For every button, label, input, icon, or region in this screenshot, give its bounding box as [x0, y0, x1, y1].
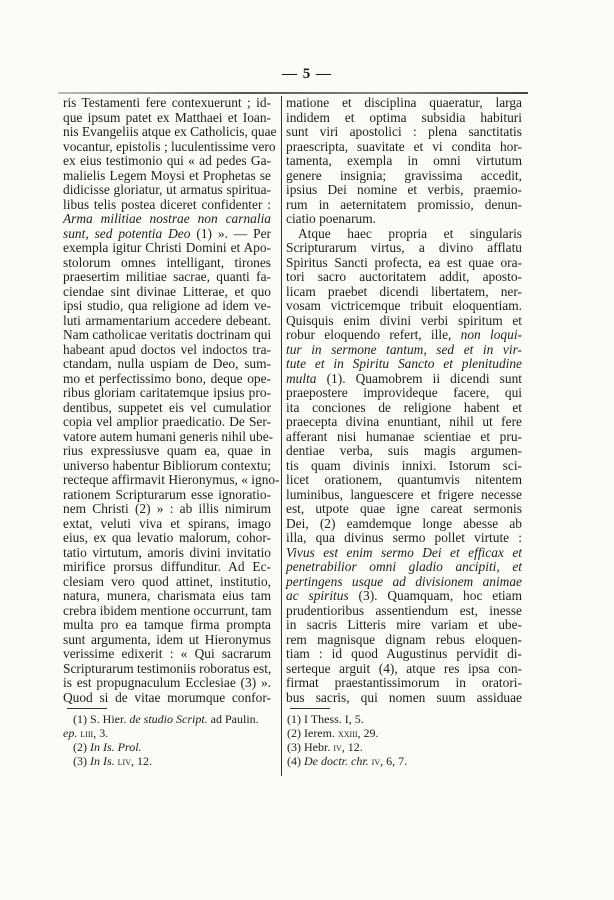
text-segment: est, utpote quae igne careat sermonis: [286, 501, 522, 516]
text-segment: extat, veluti viva et spirans, imago: [63, 515, 271, 531]
text-line: [286, 560, 522, 575]
right-footnotes: [287, 712, 517, 768]
text-line: [63, 270, 271, 285]
text-line: [63, 662, 271, 677]
text-segment: prudentioribus assentiendum est, inesse: [286, 602, 522, 618]
italic-text: pertingens usque ad divisionem animae: [286, 573, 522, 589]
text-line: [286, 169, 522, 184]
text-line: [286, 125, 522, 140]
text-segment: (4): [287, 754, 304, 768]
text-segment: ad Paulin.: [207, 712, 259, 726]
text-line: [63, 299, 271, 314]
text-line: [63, 111, 271, 126]
text-segment: praesertim militiae sacrae, quanti fa-: [63, 269, 271, 284]
text-segment: Nam catholicae veritatis doctrinam qui: [63, 327, 272, 342]
footnote-line: [287, 726, 517, 740]
text-line: [286, 357, 522, 372]
text-segment: dentibus, suppetet eis vel cumulatior: [63, 399, 271, 415]
text-line: [286, 386, 522, 401]
text-line: [286, 328, 522, 343]
text-line: [63, 169, 271, 184]
footnote-line: [63, 740, 273, 754]
text-line: [286, 198, 522, 213]
text-line: [286, 531, 522, 546]
text-segment: nem Christi (2) » : ab illis nimirum: [63, 501, 271, 516]
text-line: [286, 618, 522, 633]
italic-text: In Is.: [90, 754, 115, 768]
text-line: [286, 589, 522, 604]
text-segment: in sacris Litteris mire variam et ube-: [286, 617, 522, 632]
text-line: [63, 154, 271, 169]
text-segment: praecepta divina enuntiant, nihil ut fere: [286, 414, 522, 429]
text-line: [286, 256, 522, 271]
text-line: [286, 299, 522, 314]
text-segment: vocantur, epistolis ; luculentissime vero: [63, 138, 276, 154]
text-line: [286, 430, 522, 445]
page-number: — 5 —: [282, 66, 332, 82]
text-segment: , 6, 7.: [380, 754, 408, 768]
text-line: [63, 691, 271, 706]
text-line: [286, 154, 522, 169]
text-segment: licet orationem, quantumvis nitentem: [286, 472, 522, 487]
text-line: [286, 691, 522, 706]
text-line: [63, 560, 271, 575]
text-segment: , 12.: [131, 754, 152, 768]
text-line: [63, 138, 276, 155]
text-line: [286, 314, 522, 329]
text-line: [63, 647, 271, 662]
text-line: [286, 517, 522, 532]
text-segment: que ipsum patet ex Matthaei et Ioan-: [63, 109, 271, 125]
text-segment: sunt argumenta, idem ut Hieronymus: [63, 631, 271, 647]
text-segment: serteque arguit (4), atque res ipsa con-: [286, 660, 522, 676]
text-segment: ctandam, nulla uspiam de Deo, sum-: [63, 356, 271, 371]
text-line: [63, 604, 271, 619]
text-segment: ipsi studio, qua religione ad idem ve-: [63, 298, 271, 313]
text-line: [286, 488, 522, 503]
footnote-line: [287, 740, 517, 754]
text-segment: mo et perfectissimo bono, deque ope-: [63, 370, 271, 386]
footnote-line: [287, 754, 517, 768]
text-segment: verissime edixerit : « Qui sacrarum: [63, 646, 271, 661]
italic-text: penetrabilior omni gladio ancipiti, et: [286, 559, 522, 574]
text-line: [63, 459, 271, 474]
text-line: [286, 183, 522, 198]
left-column: [63, 95, 280, 705]
italic-text: De doctr. chr.: [304, 754, 369, 768]
italic-text: In Is. Prol.: [90, 740, 142, 754]
text-segment: (3) Hebr.: [287, 740, 334, 754]
italic-text: ep.: [63, 726, 78, 740]
text-segment: recteque affirmavit Hieronymus, « igno-: [63, 472, 280, 487]
text-segment: malielis Legem Moysi et Prophetas se: [63, 167, 271, 183]
text-line: [63, 227, 271, 242]
text-segment: tis quam divinis innixi. Istorum sci-: [286, 457, 522, 473]
text-segment: ex eius testimonio qui « ad pedes Ga-: [63, 153, 271, 168]
footnote-rule-right: [290, 708, 330, 709]
text-segment: rum in aeternitatem promissio, denun-: [286, 196, 522, 212]
text-segment: Atque haec propria et singularis: [298, 225, 522, 241]
text-segment: matione et disciplina quaeratur, larga: [286, 95, 522, 110]
text-line: [63, 372, 271, 387]
header-rule: [58, 92, 528, 94]
text-line: [286, 633, 522, 648]
text-segment: ipsius Dei nomine et verbis, praemio-: [286, 182, 522, 197]
italic-text: sunt, sed potentia Deo: [63, 225, 191, 241]
text-line: [286, 473, 522, 488]
text-line: [286, 647, 522, 662]
italic-text: de studio Script.: [129, 712, 208, 726]
text-line: [286, 212, 522, 227]
text-segment: praescripta, suavitate et vi condita hor-: [286, 138, 522, 154]
text-segment: afferant nisi humanae scientiae et pru-: [286, 428, 522, 444]
text-segment: Quod si de vitae morumque confor-: [63, 689, 271, 705]
text-segment: crebra ibidem mentione occurrunt, tam: [63, 602, 272, 618]
text-line: [63, 546, 271, 561]
text-line: [286, 676, 522, 691]
text-segment: (3). Quamquam, hoc etiam: [348, 588, 522, 603]
text-line: [286, 575, 522, 590]
text-segment: praepostere improvideque facere, qui: [286, 385, 522, 400]
text-line: [63, 618, 271, 633]
text-line: [286, 111, 522, 126]
text-line: [286, 241, 522, 256]
text-segment: is est propugnaculum Ecclesiae (3) ».: [63, 675, 271, 690]
text-line: [63, 575, 271, 590]
text-segment: stolorum omnes intelligant, tirones: [63, 254, 271, 270]
text-line: [286, 604, 522, 619]
text-segment: exempla igitur Christi Domini et Apo-: [63, 240, 271, 255]
text-segment: (2): [73, 740, 90, 754]
text-line: [63, 328, 271, 343]
text-segment: Scripturarum testimoniis roboratus est,: [63, 660, 272, 676]
text-segment: nis Evangeliis atque ex Catholicis, quae: [63, 124, 277, 139]
text-segment: ita conciones de religione habent et: [286, 399, 522, 415]
text-segment: libus telis postea diceret confidenter :: [63, 196, 271, 212]
text-segment: didicisse gloriatur, ut armatus spiritua-: [63, 182, 271, 197]
text-segment: clesiam vero quod attinet, institutio,: [63, 573, 271, 589]
text-segment: , 29.: [357, 726, 379, 740]
footnote-line: [63, 726, 273, 740]
text-line: [63, 531, 271, 546]
italic-text: tute et in Spiritu Sancto et plenitudine: [286, 356, 522, 371]
text-line: [286, 372, 522, 387]
text-line: [63, 96, 271, 111]
text-segment: habeant apud doctos vel indoctos tra-: [63, 341, 271, 357]
text-segment: indidem et optima subsidia habituri: [286, 109, 522, 125]
text-segment: vosam victricemque tribuit eloquentiam.: [286, 298, 522, 313]
text-segment: Dei, (2) eamdemque longe abesse ab: [286, 515, 522, 531]
text-segment: (1). Quamobrem ii dicendi sunt: [316, 370, 522, 386]
text-segment: rem magnisque dignam rebus eloquen-: [286, 631, 522, 647]
text-segment: sunt viri apostolici : plena sanctitatis: [286, 124, 522, 139]
text-line: [63, 401, 271, 416]
text-line: [63, 502, 271, 517]
column-divider: [281, 96, 282, 776]
text-line: [286, 96, 522, 111]
text-line: [63, 357, 271, 372]
left-footnotes: [63, 712, 273, 768]
text-segment: rius expressiusve quam ea, quae in: [63, 443, 271, 458]
text-line: [63, 241, 271, 256]
text-segment: Scripturarum virtus, a divino afflatu: [286, 240, 522, 255]
text-line: [63, 124, 277, 140]
text-segment: , 3.: [93, 726, 109, 740]
text-line: [286, 546, 522, 561]
text-segment: mirifice prorsus diffunditur. Ad Ec-: [63, 559, 271, 574]
right-column: [286, 96, 522, 705]
text-line: [286, 401, 522, 416]
footnote-line: [63, 712, 273, 726]
text-line: [63, 633, 271, 648]
text-segment: tamenta, exempla in omni virtutum: [286, 153, 522, 168]
italic-text: multa: [286, 370, 317, 386]
text-segment: firmat praestantissimorum in oratori-: [286, 675, 522, 690]
text-segment: (1) S. Hier.: [73, 712, 130, 726]
text-line: [63, 676, 271, 691]
text-line: [286, 270, 522, 285]
text-segment: ris Testamenti fere contexuerunt ; id-: [63, 95, 271, 110]
text-segment: ciendae sint divinae Litterae, et quo: [63, 283, 271, 299]
text-segment: (3): [73, 754, 90, 768]
text-line: [63, 212, 271, 227]
text-line: [286, 502, 522, 517]
text-segment: natura, munera, charismata eius tam: [63, 588, 271, 603]
text-line: [63, 472, 280, 488]
text-segment: , 12.: [341, 740, 363, 754]
text-line: [286, 227, 522, 242]
text-segment: ciatio poenarum.: [286, 211, 376, 226]
italic-text: non loqui-: [460, 327, 522, 342]
text-line: [63, 589, 271, 604]
text-segment: eius, ex qua levatio malorum, cohor-: [63, 530, 271, 545]
text-segment: tiam : id quod Augustinus pervidit di-: [286, 646, 522, 661]
text-segment: dentiae verba, suis magis argumen-: [286, 443, 522, 458]
text-segment: tori sacro auctoritatem addit, aposto-: [286, 269, 522, 284]
footnote-rule-left: [67, 708, 107, 709]
text-segment: iv: [371, 754, 381, 768]
text-segment: robur eloquendo refert, ille,: [286, 327, 461, 342]
footnote-line: [63, 754, 273, 768]
text-line: [286, 459, 522, 474]
text-segment: (1) I Thess. I, 5.: [287, 712, 364, 726]
text-segment: (2) Ierem.: [287, 726, 338, 740]
text-segment: ribus gloriam caritatemque ipsius pro-: [63, 385, 271, 400]
text-line: [63, 444, 271, 459]
text-line: [63, 343, 271, 358]
text-line: [286, 343, 522, 358]
italic-text: Arma militiae nostrae non carnalia: [63, 211, 271, 226]
text-line: [63, 488, 271, 503]
text-segment: (1) ». — Per: [190, 225, 271, 241]
text-line: [63, 428, 274, 445]
footnote-line: [287, 712, 517, 726]
text-segment: iv: [333, 740, 342, 754]
text-segment: copia vel amplior praedicatio. De Ser-: [63, 414, 271, 429]
text-line: [63, 314, 271, 329]
text-segment: universo habentur Bibliorum contextu;: [63, 457, 271, 473]
text-line: [63, 386, 271, 401]
text-segment: liii: [80, 726, 94, 740]
text-segment: luminibus, languescere et frigere necesse: [286, 486, 522, 502]
text-segment: Quisquis enim divini verbi spiritum et: [286, 312, 522, 328]
text-segment: multa pro ea tamque firma prompta: [63, 617, 271, 632]
text-line: [63, 198, 271, 213]
text-segment: vatore autem humani generis nihil ube-: [63, 428, 274, 444]
italic-text: ac spiritus: [286, 588, 349, 603]
text-segment: Spiritus Sancti profecta, ea est quae ora-: [286, 254, 522, 270]
text-line: [63, 517, 271, 532]
text-line: [63, 285, 271, 300]
text-segment: licam praebet dicendi libertatem, ner-: [286, 283, 522, 299]
text-segment: rationem Scripturarum esse ignoratio-: [63, 486, 271, 502]
text-segment: luti armamentarium accedere debeant.: [63, 312, 271, 328]
text-line: [63, 256, 271, 271]
text-segment: illa, qua divinus sermo pollet virtute :: [286, 530, 522, 545]
italic-text: Vivus est enim sermo Dei et efficax et: [286, 544, 522, 560]
text-segment: bus sacris, qui nomen suum assiduae: [286, 689, 522, 705]
text-segment: genere insignia; gravissima accedit,: [286, 167, 522, 183]
text-line: [286, 662, 522, 677]
text-line: [63, 415, 271, 430]
text-line: [286, 415, 522, 430]
text-line: [286, 140, 522, 155]
text-segment: tatio virtutum, amoris divini invitatio: [63, 544, 271, 560]
text-segment: liv: [117, 754, 131, 768]
text-line: [286, 444, 522, 459]
text-line: [63, 183, 271, 198]
text-segment: xxiii: [337, 726, 358, 740]
text-line: [286, 285, 522, 300]
italic-text: tur in sermone tantum, sed et in vir-: [286, 341, 522, 357]
